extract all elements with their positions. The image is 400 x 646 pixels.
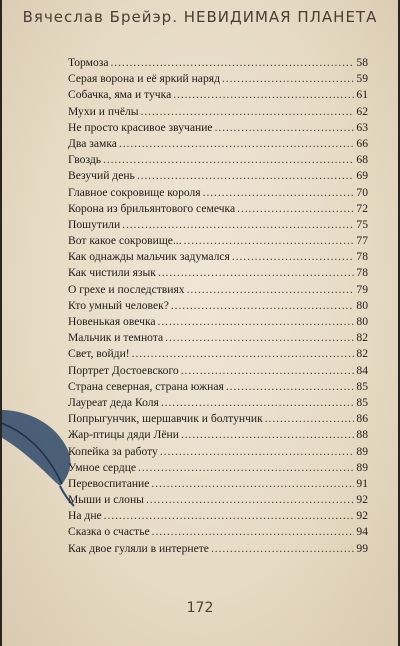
toc-entry <box>68 105 368 121</box>
dot-leader <box>160 445 355 458</box>
toc-entry-page: 68 <box>356 153 368 167</box>
toc-entry-title: Мыши и слоны <box>68 493 144 507</box>
toc-entry <box>68 315 368 331</box>
book-page <box>2 0 398 646</box>
toc-entry-title: Сказка о счастье <box>68 525 150 539</box>
toc-entry-title: Как однажды мальчик задумался <box>68 250 230 264</box>
toc-entry <box>68 56 368 72</box>
toc-entry-page: 84 <box>356 363 368 377</box>
toc-entry-page: 79 <box>356 282 368 296</box>
dot-leader <box>173 88 354 101</box>
dot-leader <box>152 525 355 538</box>
toc-entry-page: 66 <box>356 136 368 150</box>
toc-entry <box>68 250 368 266</box>
toc-entry-page: 58 <box>356 56 368 69</box>
toc-entry-title: Мальчик и темнота <box>68 331 164 345</box>
dot-leader <box>158 266 354 279</box>
toc-entry-title: Лауреат деда Коля <box>68 395 159 409</box>
dot-leader <box>132 347 355 360</box>
toc-entry-title: Везучий день <box>68 169 135 183</box>
toc-entry-page: 89 <box>356 460 368 474</box>
toc-entry-page: 75 <box>356 217 368 231</box>
toc-entry-title: Мухи и пчёлы <box>68 104 139 118</box>
dot-leader <box>161 396 355 409</box>
dot-leader <box>211 542 354 555</box>
toc-entry-title: Попрыгунчик, шершавчик и болтунчик <box>68 412 263 426</box>
toc-entry <box>68 461 368 477</box>
toc-entry <box>68 509 368 525</box>
toc-entry <box>68 266 368 282</box>
dot-leader <box>104 509 355 522</box>
dot-leader <box>151 477 354 490</box>
toc-entry <box>68 428 368 444</box>
toc-entry-page: 85 <box>356 379 368 393</box>
toc-entry <box>68 396 368 412</box>
dot-leader <box>146 493 354 506</box>
dot-leader <box>122 218 354 231</box>
toc-entry <box>68 202 368 218</box>
toc-entry <box>68 234 368 250</box>
toc-entry-title: На дне <box>68 509 102 523</box>
toc-entry-title: Корона из брильянтового семечка <box>68 201 236 215</box>
dot-leader <box>215 121 355 134</box>
toc-entry-page: 99 <box>356 541 368 555</box>
dot-leader <box>184 234 355 247</box>
toc-entry <box>68 218 368 234</box>
toc-entry-page: 89 <box>356 444 368 458</box>
toc-entry-title: Не просто красивое звучание <box>68 120 213 134</box>
toc-entry <box>68 88 368 104</box>
toc-entry-title: Тормоза <box>68 56 109 69</box>
dot-leader <box>187 283 355 296</box>
dot-leader <box>265 412 355 425</box>
toc-entry-page: 63 <box>356 120 368 134</box>
toc-entry <box>68 493 368 509</box>
toc-entry-title: О грехе и последствиях <box>68 282 185 296</box>
toc-entry <box>68 347 368 363</box>
dot-leader <box>181 364 355 377</box>
toc-entry <box>68 72 368 88</box>
toc-entry <box>68 331 368 347</box>
toc-entry-page: 59 <box>356 72 368 86</box>
toc-entry-title: Как чистили язык <box>68 266 156 280</box>
toc-entry-title: Перевоспитание <box>68 476 150 490</box>
dot-leader <box>237 202 354 215</box>
toc-entry-page: 82 <box>356 347 368 361</box>
toc-entry-page: 78 <box>356 250 368 264</box>
table-of-contents <box>68 56 368 558</box>
toc-entry-title: Два замка <box>68 136 117 150</box>
dot-leader <box>222 72 354 85</box>
toc-entry-title: Жар-птицы дяди Лёни <box>68 428 179 442</box>
toc-entry-page: 88 <box>356 428 368 442</box>
dot-leader <box>103 153 354 166</box>
toc-entry-title: Свет, войди! <box>68 347 130 361</box>
toc-entry <box>68 542 368 558</box>
toc-entry-page: 77 <box>356 234 368 248</box>
toc-entry <box>68 445 368 461</box>
toc-entry <box>68 380 368 396</box>
dot-leader <box>141 105 355 118</box>
toc-entry-title: Собачка, яма и тучка <box>68 88 172 102</box>
dot-leader <box>232 250 355 263</box>
dot-leader <box>158 315 355 328</box>
toc-entry-page: 72 <box>356 201 368 215</box>
toc-entry <box>68 137 368 153</box>
dot-leader <box>119 137 354 150</box>
toc-entry-page: 80 <box>356 298 368 312</box>
toc-entry <box>68 186 368 202</box>
toc-entry-page: 61 <box>356 88 368 102</box>
toc-entry-page: 70 <box>356 185 368 199</box>
toc-entry-title: Вот какое сокровище... <box>68 234 182 248</box>
toc-entry-page: 82 <box>356 331 368 345</box>
toc-entry <box>68 121 368 137</box>
toc-entry <box>68 412 368 428</box>
dot-leader <box>111 56 355 69</box>
toc-entry-page: 85 <box>356 395 368 409</box>
toc-entry-title: Страна северная, страна южная <box>68 379 224 393</box>
toc-entry-page: 62 <box>356 104 368 118</box>
toc-entry-page: 78 <box>356 266 368 280</box>
toc-entry-page: 86 <box>356 412 368 426</box>
dot-leader <box>226 380 355 393</box>
dot-leader <box>171 299 355 312</box>
toc-entry <box>68 525 368 541</box>
toc-entry <box>68 153 368 169</box>
toc-entry-title: Главное сокровище короля <box>68 185 201 199</box>
toc-entry <box>68 169 368 185</box>
dot-leader <box>203 186 355 199</box>
toc-entry <box>68 477 368 493</box>
toc-entry-title: Серая ворона и её яркий наряд <box>68 72 220 86</box>
toc-entry-title: Умное сердце <box>68 460 137 474</box>
dot-leader <box>165 331 354 344</box>
toc-entry-title: Пошутили <box>68 217 121 231</box>
running-head: Вячеслав Брейэр. НЕВИДИМАЯ ПЛАНЕТА <box>22 8 378 26</box>
page-number: 172 <box>186 600 214 616</box>
toc-entry-page: 92 <box>356 509 368 523</box>
toc-entry <box>68 364 368 380</box>
dot-leader <box>181 428 354 441</box>
toc-entry-page: 80 <box>356 315 368 328</box>
toc-entry-page: 69 <box>356 169 368 183</box>
toc-entry-title: Как двое гуляли в интернете <box>68 541 209 555</box>
toc-entry <box>68 283 368 299</box>
toc-entry-title: Новенькая овечка <box>68 315 156 328</box>
toc-entry-title: Кто умный человек? <box>68 298 169 312</box>
dot-leader <box>138 461 354 474</box>
toc-entry-page: 91 <box>356 476 368 490</box>
dot-leader <box>137 169 355 182</box>
toc-entry-title: Гвоздь <box>68 153 102 167</box>
toc-entry-title: Портрет Достоевского <box>68 363 179 377</box>
toc-entry-page: 94 <box>356 525 368 539</box>
toc-entry <box>68 299 368 315</box>
toc-entry-page: 92 <box>356 493 368 507</box>
toc-entry-title: Копейка за работу <box>68 444 158 458</box>
